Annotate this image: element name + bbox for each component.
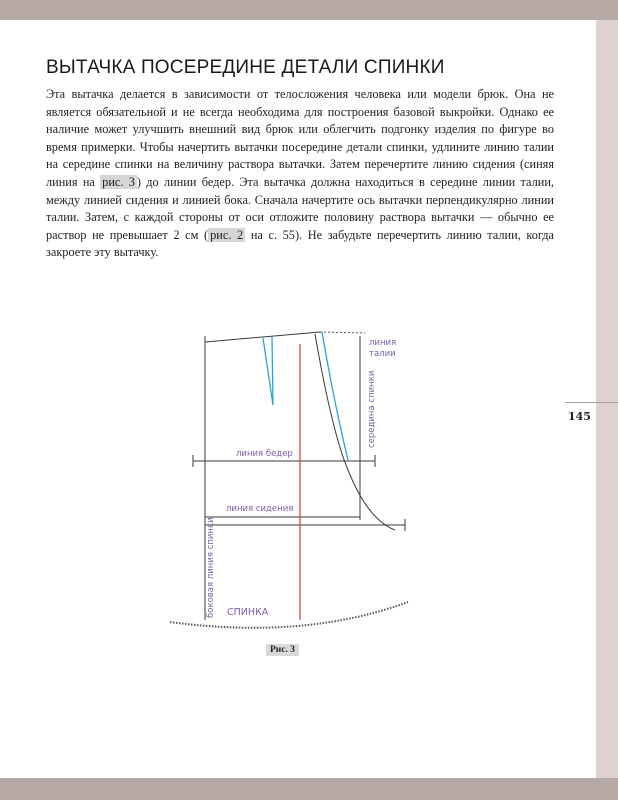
- label-back-piece: СПИНКА: [227, 607, 269, 618]
- page-number: 145: [568, 410, 591, 423]
- bottom-band: [0, 778, 618, 800]
- top-band: [0, 0, 618, 20]
- redrawn-seat-line: [322, 332, 348, 460]
- figure-reference-3[interactable]: рис. 3: [102, 174, 135, 189]
- label-waist-line-2: талии: [369, 349, 396, 359]
- dart-right-leg: [272, 337, 273, 405]
- label-center-back: середина спинки: [367, 370, 377, 448]
- section-title: ВЫТАЧКА ПОСЕРЕДИНЕ ДЕТАЛИ СПИНКИ: [46, 57, 445, 78]
- body-paragraph: [46, 86, 554, 262]
- right-margin-strip: [596, 20, 618, 778]
- waist-line: [205, 332, 320, 342]
- margin-rule: [565, 402, 618, 403]
- label-side-line: боковая линия спинки: [206, 517, 216, 618]
- pattern-figure: [160, 322, 430, 642]
- back-piece-pattern-diagram: [160, 322, 430, 642]
- paragraph-text-2: ) до линии бедер. Эта вытачка должна находиться в середине линии талии, между линией сидения и линией бока. Сначала начертите ось вытачки перпендикулярно линии талии. Затем, с каждой стороны от оси отложите половину раствора вытачки — обычно ее раствор не превышает 2 см (: [46, 174, 554, 242]
- paragraph-text-3: на с. 55). Не забудьте перечертить линию талии, когда закроете эту вытачку.: [46, 227, 554, 260]
- figure-reference-2[interactable]: рис. 2: [210, 227, 244, 242]
- figure-caption: Рис. 3: [266, 644, 299, 656]
- label-waist-line-1: линия: [369, 338, 397, 348]
- paragraph-text-1: Эта вытачка делается в зависимости от телосложения человека или модели брюк. Она не является обязательной и не всегда необходима для построения базовой выкройки. Однако ее наличие может улучшить внешний вид брюк или облегчить подгонку изделия по фигуре во время примерки. Чтобы начертить вытачки посередине детали спинки, удлините линию талии на середине спинки на величину раствора вытачки. Затем перечертите линию сидения (синяя линия на: [46, 87, 554, 189]
- label-seat-line: линия сидения: [226, 504, 294, 514]
- label-hip-line: линия бедер: [236, 449, 293, 459]
- waist-line-extension: [320, 332, 365, 333]
- dart-left-leg: [263, 338, 273, 405]
